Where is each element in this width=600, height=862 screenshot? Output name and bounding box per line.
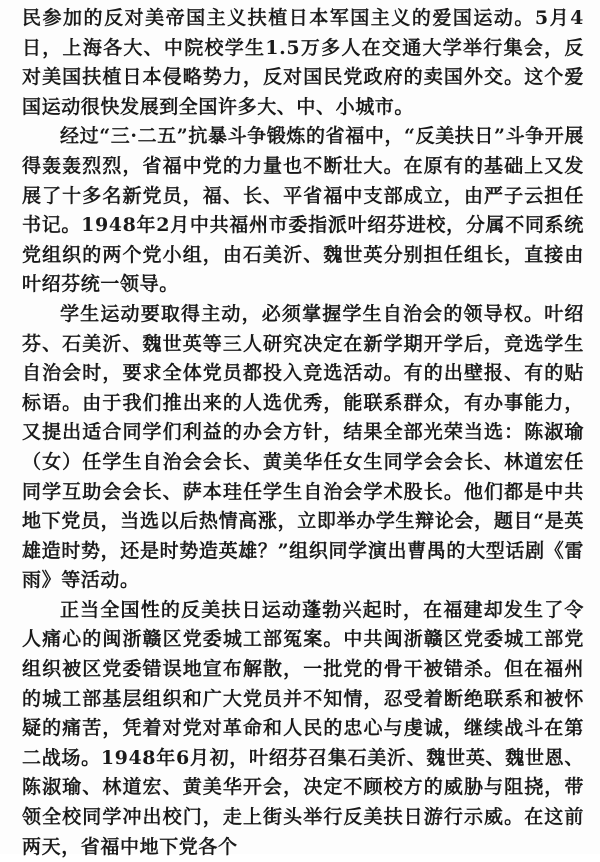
paragraph-2: 经过“三·二五”抗暴斗争锻炼的省福中，“反美扶日”斗争开展得轰轰烈烈，省福中党的力量也不断壮大。在原有的基础上又发展了十多名新党员，福、长、平省福中支部成立，由严子云担任书记。1948年2月中共福州市委指派叶绍芬进校，分属不同系统党组织的两个党小组，由石美沂、魏世英分别担任组长，直接由叶绍芬统一领导。 (22, 125, 584, 296)
paragraph-3: 学生运动要取得主动，必须掌握学生自治会的领导权。叶绍芬、石美沂、魏世英等三人研究决定在新学期开学后，竞选学生自治会时，要求全体党员都投入竞选活动。有的出壁报、有的贴标语。由于我们推出来的人选优秀，能联系群众，有办事能力，又提出适合同学们利益的办会方针，结果全部光荣当选：陈淑瑜（女）任学生自治会会长、黄美华任女生同学会会长、林道宏任同学互助会会长、萨本珪任学生自治会学术股长。他们都是中共地下党员，当选以后热情高涨，立即举办学生辩论会，题目“是英雄造时势，还是时势造英雄？”组织同学演出曹禺的大型话剧《雷雨》等活动。 (22, 302, 584, 592)
paragraph-1: 民参加的反对美帝国主义扶植日本军国主义的爱国运动。5月4日，上海各大、中院校学生1.5万多人在交通大学举行集会，反对美国扶植日本侵略势力，反对国民党政府的卖国外交。这个爱国运动很快发展到全国许多大、中、小城市。 (22, 7, 584, 118)
paragraph-4: 正当全国性的反美扶日运动蓬勃兴起时，在福建却发生了令人痛心的闽浙赣区党委城工部冤案。中共闽浙赣区党委城工部党组织被区党委错误地宣布解散，一批党的骨干被错杀。但在福州的城工部基层组织和广大党员并不知情，忍受着断绝联系和被怀疑的痛苦，凭着对党对革命和人民的忠心与虔诚，继续战斗在第二战场。1948年6月初，叶绍芬召集石美沂、魏世英、魏世恩、陈淑瑜、林道宏、黄美华开会，决定不顾校方的威胁与阻挠，带领全校同学冲出校门，走上街头举行反美扶日游行示威。在这前两天，省福中地下党各个 (22, 598, 584, 858)
body-text (22, 4, 584, 862)
